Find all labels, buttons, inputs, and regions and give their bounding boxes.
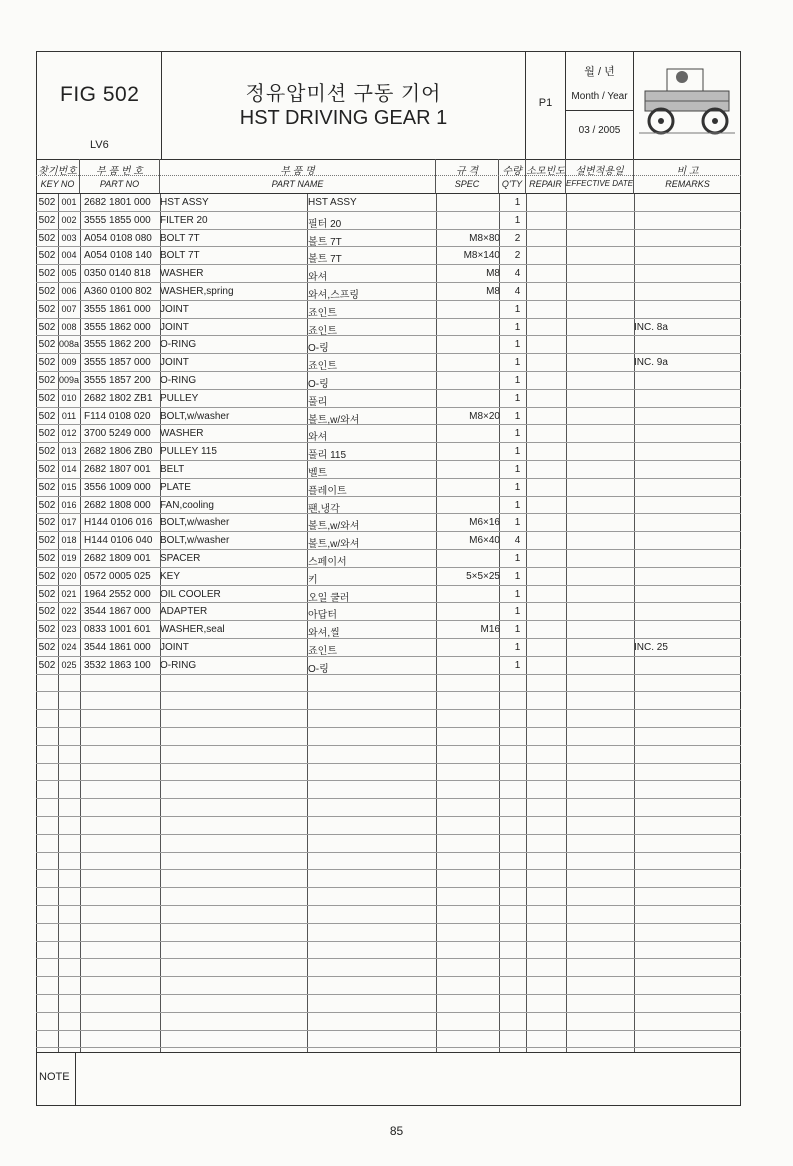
- cell-name: FILTER 20: [160, 214, 208, 226]
- cell-name-ko: 볼트,w/와셔: [308, 414, 360, 426]
- cell-k1: 502: [38, 464, 56, 475]
- cell-name-ko: 와셔,스프링: [308, 290, 360, 301]
- cell-name: BOLT,w/washer: [160, 410, 230, 422]
- empty-row: [36, 959, 741, 977]
- cell-name-ko: O-링: [308, 379, 329, 390]
- empty-row: [36, 781, 741, 799]
- table-row: [36, 301, 741, 319]
- cell-qty: 1: [514, 375, 521, 386]
- cell-part: 0572 0005 025: [84, 570, 151, 582]
- cell-name: SPACER: [160, 553, 201, 564]
- empty-row: [36, 799, 741, 817]
- cell-qty: 1: [514, 499, 521, 511]
- table-row: [36, 372, 741, 390]
- cell-name: ADAPTER: [160, 606, 208, 618]
- cell-qty: 1: [514, 624, 521, 636]
- cell-qty: 1: [514, 464, 521, 475]
- cell-k2: 006: [61, 286, 77, 296]
- note-label-cell: [36, 1053, 76, 1106]
- table-row: [36, 568, 741, 586]
- cell-name-ko: 와셔,씰: [308, 628, 340, 640]
- cell-part: 3532 1863 100: [84, 659, 151, 671]
- machine-illustration: [634, 51, 741, 159]
- cell-name: WASHER,seal: [160, 624, 225, 636]
- cell-name-ko: 죠인트: [308, 361, 337, 373]
- table-row: [36, 230, 741, 248]
- cell-part: A360 0100 802: [84, 286, 152, 297]
- title-korean: 정유압미션 구동 기어: [245, 83, 442, 105]
- cell-k2: 017: [61, 517, 77, 528]
- cell-part: 3555 1857 000: [84, 357, 151, 369]
- cell-k1: 502: [38, 268, 56, 280]
- cell-k2: 023: [61, 624, 77, 635]
- empty-row: [36, 906, 741, 924]
- cell-name: WASHER,spring: [160, 286, 234, 297]
- cell-name-ko: 아답터: [308, 610, 337, 622]
- figure-box: [36, 51, 162, 159]
- cell-k1: 502: [38, 624, 56, 636]
- cell-spec: M8: [486, 268, 500, 280]
- cell-part: 3555 1862 000: [84, 321, 151, 333]
- empty-row: [36, 888, 741, 906]
- cell-spec: M6×16: [469, 517, 500, 529]
- col-head-part: 부 품 번 호 PART NO: [80, 159, 160, 194]
- cell-name-ko: 키: [308, 574, 318, 586]
- empty-row: [36, 817, 741, 835]
- table-row: [36, 390, 741, 408]
- cell-k1: 502: [38, 588, 56, 600]
- cell-name-ko: 볼트 7T: [308, 236, 342, 248]
- cell-k2: 007: [61, 303, 77, 314]
- empty-row: [36, 746, 741, 764]
- cell-name-ko: HST ASSY: [308, 197, 357, 208]
- empty-row: [36, 870, 741, 888]
- page-code-box: [526, 51, 566, 159]
- empty-row: [36, 924, 741, 942]
- cell-spec: 5×5×25: [466, 570, 500, 582]
- cell-k1: 502: [38, 642, 56, 653]
- page-code: P1: [538, 97, 553, 109]
- table-row: [36, 194, 741, 212]
- cell-name: BOLT,w/washer: [160, 535, 230, 547]
- cell-k2: 025: [61, 659, 77, 670]
- figure-number: FIG 502: [60, 83, 140, 106]
- cell-k2: 012: [61, 428, 77, 439]
- cell-k2: 009: [61, 357, 77, 368]
- cell-qty: 1: [514, 410, 521, 422]
- cell-k2: 009a: [58, 375, 80, 385]
- cell-name-ko: 죠인트: [308, 646, 337, 657]
- cell-k1: 502: [38, 303, 56, 315]
- col-head-spec: 규 격 SPEC: [436, 159, 499, 194]
- cell-part: 3555 1861 000: [84, 303, 151, 315]
- cell-name: O-RING: [160, 659, 197, 671]
- cell-qty: 1: [514, 339, 521, 351]
- table-row: [36, 550, 741, 568]
- table-row: [36, 621, 741, 639]
- cell-k2: 005: [61, 268, 77, 279]
- cell-name: JOINT: [160, 321, 189, 333]
- cell-k1: 502: [38, 214, 56, 226]
- cell-k2: 002: [61, 214, 77, 225]
- col-head-repair: 소모빈도 REPAIR: [526, 159, 566, 194]
- cell-k2: 004: [61, 250, 77, 261]
- cell-name: KEY: [160, 570, 181, 582]
- cell-k1: 502: [38, 357, 56, 369]
- cell-k2: 011: [61, 410, 77, 421]
- empty-row: [36, 764, 741, 782]
- cell-k1: 502: [38, 392, 56, 404]
- table-row: [36, 247, 741, 265]
- cell-part: F114 0108 020: [84, 410, 151, 422]
- page-number: 85: [389, 1124, 404, 1138]
- cell-part: 3555 1857 200: [84, 375, 151, 386]
- empty-row: [36, 692, 741, 710]
- cell-name: PULLEY 115: [160, 446, 217, 458]
- cell-name-ko: 팬,냉각: [308, 503, 340, 515]
- model-code: LV6: [90, 139, 109, 151]
- cell-part: 2682 1807 001: [84, 464, 151, 475]
- cell-part: 3544 1861 000: [84, 642, 151, 653]
- empty-row: [36, 675, 741, 693]
- empty-row: [36, 853, 741, 871]
- table-row: [36, 603, 741, 621]
- empty-row: [36, 1013, 741, 1031]
- table-row: [36, 336, 741, 354]
- cell-part: 3700 5249 000: [84, 428, 151, 440]
- empty-row: [36, 995, 741, 1013]
- cell-rem: INC. 9a: [634, 357, 668, 369]
- cell-k2: 015: [61, 481, 77, 492]
- cell-part: H144 0106 016: [84, 517, 153, 529]
- empty-row: [36, 942, 741, 960]
- cell-name-ko: 죠인트: [308, 307, 337, 319]
- cell-k1: 502: [38, 446, 56, 458]
- empty-row: [36, 977, 741, 995]
- cell-spec: M8×20: [469, 410, 500, 422]
- cell-name-ko: O-링: [308, 343, 329, 355]
- cell-qty: 2: [514, 250, 521, 262]
- cell-qty: 1: [514, 553, 521, 564]
- table-row: [36, 479, 741, 497]
- cell-qty: 1: [514, 197, 521, 208]
- cell-k1: 502: [38, 481, 56, 493]
- cell-name-ko: 풀리 115: [308, 450, 347, 462]
- cell-k2: 013: [61, 446, 77, 457]
- cell-part: 2682 1806 ZB0: [84, 446, 153, 458]
- cell-rem: INC. 8a: [634, 321, 668, 333]
- cell-k2: 024: [61, 642, 77, 652]
- cell-name: WASHER: [160, 268, 204, 280]
- table-row: [36, 425, 741, 443]
- cell-k1: 502: [38, 375, 56, 386]
- col-head-remarks: 비 고 REMARKS: [634, 159, 741, 194]
- table-row: [36, 212, 741, 230]
- cell-name-ko: 와셔: [308, 272, 328, 284]
- cell-name: OIL COOLER: [160, 588, 221, 600]
- note-label: NOTE: [39, 1071, 70, 1083]
- cell-qty: 2: [514, 232, 521, 244]
- cell-spec: M8×140: [463, 250, 500, 262]
- cell-k2: 022: [61, 606, 77, 617]
- cell-name: O-RING: [160, 339, 197, 351]
- cell-k2: 021: [61, 588, 77, 599]
- cell-name-ko: 볼트,w/와셔: [308, 539, 360, 551]
- cell-qty: 1: [514, 588, 521, 600]
- cell-part: H144 0106 040: [84, 535, 153, 547]
- cell-name-ko: 필터 20: [308, 218, 342, 230]
- cell-k2: 008a: [58, 339, 80, 350]
- cell-part: 2682 1801 000: [84, 197, 151, 208]
- cell-k2: 001: [61, 197, 77, 207]
- cell-qty: 1: [514, 570, 521, 582]
- cell-name-ko: 스페이서: [308, 557, 347, 568]
- cell-part: A054 0108 080: [84, 232, 152, 244]
- cell-k2: 014: [61, 464, 77, 474]
- cell-name: BOLT,w/washer: [160, 517, 230, 529]
- cell-name-ko: O-링: [308, 663, 329, 675]
- table-row: [36, 408, 741, 426]
- cell-k1: 502: [38, 321, 56, 333]
- table-row: [36, 283, 741, 301]
- cell-qty: 1: [514, 428, 521, 440]
- cell-name: BOLT 7T: [160, 250, 200, 262]
- cell-name: JOINT: [160, 357, 189, 369]
- date-label-korean: 월 / 년: [584, 66, 615, 78]
- header-midline: [36, 175, 741, 176]
- cell-qty: 1: [514, 321, 521, 333]
- cell-name-ko: 볼트,w/와셔: [308, 521, 360, 533]
- table-row: [36, 319, 741, 337]
- cell-k2: 016: [61, 499, 77, 510]
- cell-spec: M8: [486, 286, 500, 297]
- cell-qty: 1: [514, 659, 521, 671]
- date-divider: [566, 110, 633, 111]
- cell-name: BOLT 7T: [160, 232, 200, 244]
- cell-k1: 502: [38, 517, 56, 529]
- table-row: [36, 639, 741, 657]
- cell-k1: 502: [38, 286, 56, 297]
- cell-qty: 1: [514, 357, 521, 369]
- cell-qty: 1: [514, 517, 521, 529]
- cell-spec: M16: [480, 624, 500, 636]
- cell-name-ko: 플레이트: [308, 485, 347, 497]
- cell-k1: 502: [38, 606, 56, 618]
- cell-qty: 4: [514, 268, 521, 280]
- cell-part: 1964 2552 000: [84, 588, 151, 600]
- col-head-effective: 설변적용일 EFFECTIVE DATE: [566, 159, 634, 194]
- cell-k1: 502: [38, 197, 56, 208]
- title-box: [162, 51, 526, 159]
- cell-name-ko: 죠인트: [308, 325, 337, 337]
- col-head-qty: 수량 Q'TY: [499, 159, 526, 194]
- cell-name-ko: 볼트 7T: [308, 254, 342, 266]
- cell-name-ko: 와셔: [308, 432, 328, 444]
- cell-part: A054 0108 140: [84, 250, 152, 262]
- table-row: [36, 532, 741, 550]
- cell-k2: 010: [61, 392, 77, 403]
- empty-row: [36, 1031, 741, 1049]
- col-head-name: 부 품 명 PART NAME: [160, 159, 436, 194]
- cell-name: FAN,cooling: [160, 499, 214, 511]
- cell-name: WASHER: [160, 428, 204, 440]
- cell-spec: M8×80: [469, 232, 500, 244]
- cell-name: JOINT: [160, 303, 189, 315]
- cell-k2: 020: [61, 570, 77, 581]
- cell-k2: 018: [61, 535, 77, 546]
- col-head-key: 찾기번호 KEY NO: [36, 159, 80, 194]
- cell-part: 3544 1867 000: [84, 606, 151, 618]
- cell-spec: M6×40: [469, 535, 500, 547]
- cell-k1: 502: [38, 535, 56, 547]
- cell-part: 3555 1862 200: [84, 339, 151, 351]
- table-row: [36, 497, 741, 515]
- cell-name-ko: 오일 쿨러: [308, 592, 350, 604]
- table-row: [36, 265, 741, 283]
- empty-row: [36, 835, 741, 853]
- cell-name: JOINT: [160, 642, 189, 653]
- cell-k1: 502: [38, 659, 56, 671]
- cell-part: 2682 1802 ZB1: [84, 392, 153, 404]
- empty-row: [36, 728, 741, 746]
- cell-k2: 008: [61, 321, 77, 332]
- table-row: [36, 586, 741, 604]
- cell-part: 3555 1855 000: [84, 214, 151, 226]
- cell-qty: 1: [514, 392, 521, 404]
- cell-part: 0833 1001 601: [84, 624, 151, 636]
- table-row: [36, 443, 741, 461]
- cell-name: HST ASSY: [160, 197, 209, 208]
- cell-k1: 502: [38, 339, 56, 351]
- table-row: [36, 514, 741, 532]
- cell-name: BELT: [160, 464, 185, 475]
- table-row: [36, 461, 741, 479]
- cell-rem: INC. 25: [634, 642, 668, 653]
- cell-name: PLATE: [160, 481, 191, 493]
- cell-part: 0350 0140 818: [84, 268, 151, 280]
- cell-name: PULLEY: [160, 392, 199, 404]
- cell-k1: 502: [38, 553, 56, 564]
- cell-qty: 1: [514, 446, 521, 458]
- cell-qty: 1: [514, 642, 521, 653]
- title-english: HST DRIVING GEAR 1: [239, 107, 448, 129]
- transplanter-icon: [637, 61, 737, 141]
- cell-k2: 003: [61, 232, 77, 243]
- cell-name-ko: 풀리: [308, 396, 328, 408]
- cell-name-ko: 벨트: [308, 468, 328, 479]
- cell-qty: 1: [514, 606, 521, 618]
- table-row: [36, 657, 741, 675]
- date-label-english: Month / Year: [571, 91, 628, 102]
- date-box: [566, 51, 634, 159]
- cell-part: 3556 1009 000: [84, 481, 151, 493]
- cell-qty: 1: [514, 214, 521, 226]
- cell-part: 2682 1808 000: [84, 499, 151, 511]
- cell-qty: 1: [514, 481, 521, 493]
- table-row: [36, 354, 741, 372]
- cell-k1: 502: [38, 232, 56, 244]
- cell-k1: 502: [38, 570, 56, 582]
- cell-qty: 4: [514, 535, 521, 547]
- cell-k1: 502: [38, 250, 56, 262]
- cell-part: 2682 1809 001: [84, 553, 151, 564]
- cell-qty: 4: [514, 286, 521, 297]
- cell-name: O-RING: [160, 375, 197, 386]
- note-box: [36, 1052, 741, 1106]
- empty-row: [36, 710, 741, 728]
- cell-qty: 1: [514, 303, 521, 315]
- cell-k2: 019: [61, 553, 77, 563]
- date-value: 03 / 2005: [578, 125, 621, 136]
- cell-k1: 502: [38, 410, 56, 422]
- cell-k1: 502: [38, 499, 56, 511]
- cell-k1: 502: [38, 428, 56, 440]
